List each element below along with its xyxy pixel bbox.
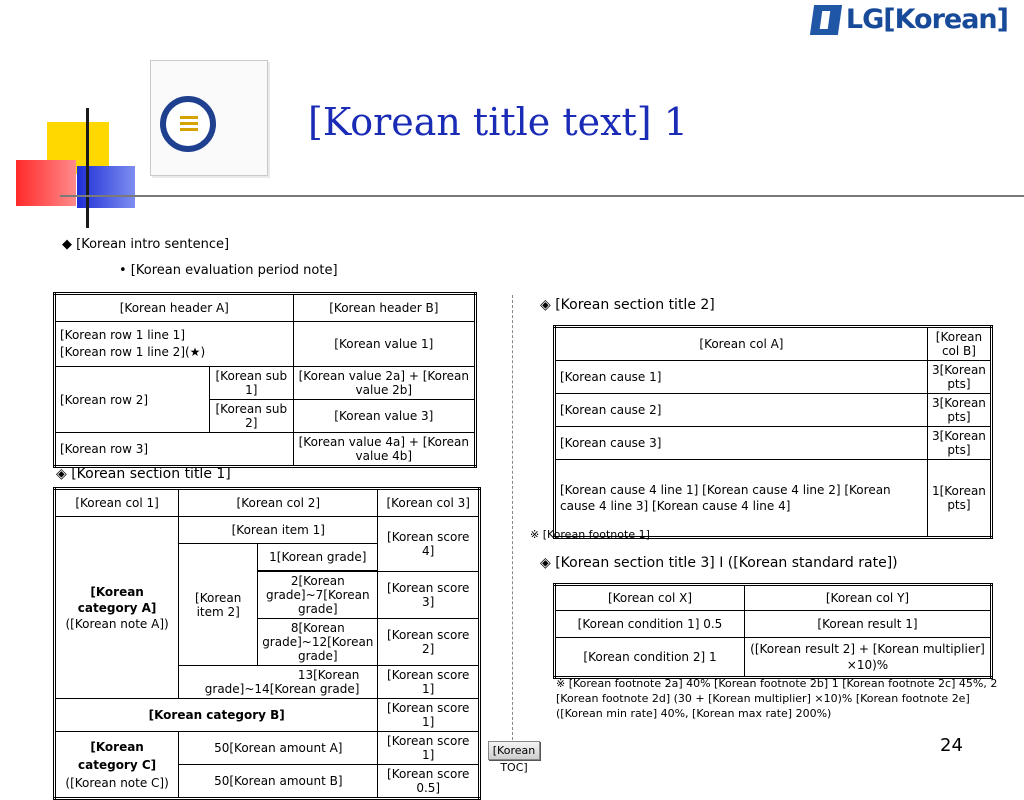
table-cell: [Korean cause 1] [555, 361, 928, 394]
lg-logo [812, 4, 1008, 35]
table-cell: [Korean score 1] [378, 666, 480, 699]
table-header: [Korean header B] [293, 294, 475, 322]
table-cell: [Korean value 3] [293, 400, 475, 433]
table-cell: 1[Korean pts] [927, 460, 991, 538]
table-header: [Korean col A] [555, 327, 928, 361]
rate-table [553, 583, 993, 679]
table-cell: [Korean row 2] [55, 367, 210, 433]
table-cell: [Korean cause 2] [555, 394, 928, 427]
period-text: • [Korean evaluation period note] [119, 263, 338, 278]
table-header: [Korean col X] [555, 585, 745, 611]
table-cell: 3[Korean pts] [927, 361, 991, 394]
table-cell: [Korean result 1] [745, 611, 992, 638]
table-cell: [Korean row 3] [55, 433, 294, 467]
logo-text: LG[Korean] [845, 4, 1008, 35]
accident-cause-score-table [553, 325, 993, 539]
table-cell: [Korean item 1] [179, 517, 378, 544]
table-cell: [Korean score 4] [378, 517, 480, 572]
table-cell: [Korean item 2] [179, 544, 258, 666]
table-cell: [Korean condition 1] 0.5 [555, 611, 745, 638]
table-header: [Korean col 1] [55, 489, 179, 517]
table-cell: 1[Korean grade] [258, 544, 378, 571]
magnifier-icon [160, 96, 216, 152]
table-cell: [Korean sub 1] [210, 367, 294, 400]
accident-content-score-table [53, 487, 481, 800]
rate-note: ※ [Korean footnote 2a] 40% [Korean footnote 2b] 1 [Korean footnote 2c] 45%, 2 [Korean footnote 2d] (30 + [Korean multiplier] ×10)% [Korean footnote 2e] ([Korean min rate] 40%, [Korean max rate] 200%) [556, 677, 998, 720]
table-cell: 3[Korean pts] [927, 394, 991, 427]
toc-button[interactable]: [Korean TOC] [488, 741, 540, 760]
section-title: ◈ [Korean section title 1] [56, 466, 231, 482]
table-cell: 8[Korean grade]~12[Korean grade] [258, 619, 378, 666]
decor-red-square [16, 160, 76, 206]
table-cell: ([Korean result 2] + [Korean multiplier] ×10)% [745, 638, 992, 678]
table-cell: [Korean score 1] [378, 732, 480, 765]
column-divider [512, 295, 513, 740]
table-cell: [Korean sub 2] [210, 400, 294, 433]
table-cell: [Korean score 0.5] [378, 765, 480, 799]
table-cell: [Korean category C] ([Korean note C]) [55, 732, 179, 799]
table-cell: [Korean row 1 line 1] [Korean row 1 line 2](★) [55, 322, 294, 367]
lg-logo-mark-icon [810, 5, 842, 35]
table-cell: [Korean category A] ([Korean note A]) [55, 517, 179, 699]
decor-vertical-line [86, 108, 89, 228]
intro-text: ◆ [Korean intro sentence] [62, 237, 230, 252]
table-header: [Korean col Y] [745, 585, 992, 611]
table-cell: 3[Korean pts] [927, 427, 991, 460]
table-cell: [Korean value 2a] + [Korean value 2b] [293, 367, 475, 400]
table-cell: [Korean value 4a] + [Korean value 4b] [293, 433, 475, 467]
insurance-type-table [53, 292, 477, 468]
table-cell: [Korean score 2] [378, 619, 480, 666]
table-cell: [Korean cause 3] [555, 427, 928, 460]
table-cell: 50[Korean amount B] [179, 765, 378, 799]
table-cell: [Korean value 1] [293, 322, 475, 367]
page-number: 24 [940, 735, 963, 756]
table-header: [Korean col 2] [179, 489, 378, 517]
table-header: [Korean col B] [927, 327, 991, 361]
table-header: [Korean col 3] [378, 489, 480, 517]
section-title: ◈ [Korean section title 3] I ([Korean standard rate]) [540, 555, 898, 571]
table-cell: [Korean condition 2] 1 [555, 638, 745, 678]
section-title: ◈ [Korean section title 2] [540, 297, 715, 313]
cause-note: ※ [Korean footnote 1] [530, 528, 650, 541]
header-divider [60, 195, 1024, 197]
table-header: [Korean header A] [55, 294, 294, 322]
table-cell: [Korean category B] [55, 699, 378, 732]
table-cell: 50[Korean amount A] [179, 732, 378, 765]
table-cell: 2[Korean grade]~7[Korean grade] [258, 572, 378, 619]
table-cell: [Korean score 1] [378, 699, 480, 732]
page-title: [Korean title text] 1 [308, 100, 688, 144]
table-cell: 13[Korean grade]~14[Korean grade] [179, 666, 378, 699]
table-cell: [Korean cause 4 line 1] [Korean cause 4 line 2] [Korean cause 4 line 3] [Korean cause 4 line 4] [555, 460, 928, 538]
table-cell: [Korean score 3] [378, 572, 480, 619]
